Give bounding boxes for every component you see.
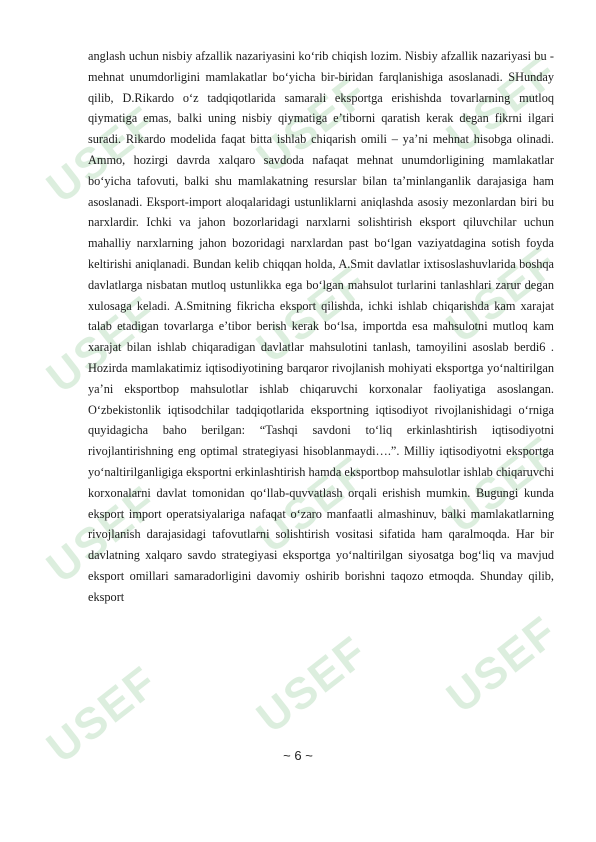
watermark: USEF <box>437 46 567 163</box>
watermark: USEF <box>437 426 567 543</box>
watermark: USEF <box>437 606 567 723</box>
page-number: ~ 6 ~ <box>283 748 313 763</box>
watermark: USEF <box>37 656 167 773</box>
watermark: USEF <box>247 446 377 563</box>
watermark: USEF <box>437 236 567 353</box>
watermark: USEF <box>37 96 167 213</box>
body-paragraph: anglash uchun nisbiy afzallik nazariyasini ko‘rib chiqish lozim. Nisbiy afzallik nazariyasi bu - mehnat unumdorligini mamlakatlar bo‘yicha bir-biridan farqlanishiga asoslanadi. SHunday qilib, D.Rikardo o‘z tadqiqotlarida samarali eksportga erishishda tovarlarning mutloq qiymatiga emas, balki uning nisbiy qiymatiga e’tiborni qaratish kerak degan fikrni ilgari suradi. Rikardo modelida faqat bitta ishlab chiqarish omili – ya’ni mehnat hisobga olinadi. Ammo, hozirgi davrda xalqaro savdoda nafaqat mehnat unumdorligining mamlakatlar bo‘yicha tafovuti, balki shu mamlakatning resurslar bilan ta’minlanganlik darajasiga ham asoslanadi. Eksport-import aloqalaridagi ustunliklarni aniqlashda asosiy mezonlardan biri bu narxlardir. Ichki va jahon bozorlaridagi narxlarni solishtirish eksport qiluvchilar uchun mahalliy narxlarning jahon bozoridagi narxlardan past bo‘lgan vaziyatdagina sotish foyda keltirishi aniqlanadi. Bundan kelib chiqqan holda, A.Smit davlatlar ixtisoslashuvlarida boshqa davlatlarga nisbatan mutloq ustunlikka ega bo‘lgan mahsulot turlarini tanlashlari zarur degan xulosaga keladi. A.Smitning fikricha eksport qilishda, ichki ishlab chiqarishda kam xarajat talab etadigan tovarlarga e’tibor berish kerak bo‘lsa, importda esa mahsulotni mutloq kam xarajat bilan ishlab chiqaradigan davlatlar mahsulotini tanlash, tamoyilini asoslab berdi6 . Hozirda mamlakatimiz iqtisodiyotining barqaror rivojlanish mohiyati eksportga yo‘naltirilgan ya’ni eksportbop mahsulotlar ishlab chiqaruvchi korxonalar faoliyatiga asoslangan. O‘zbekistonlik iqtisodchilar tadqiqotlarida eksportning iqtisodiyot rivojlanishidagi o‘rniga quyidagicha baho berilgan: “Tashqi savdoni to‘liq erkinlashtirish iqtisodiyotni rivojlantirishning eng optimal strategiyasi hisoblanmaydi….”. Milliy iqtisodiyotni eksportga yo‘naltirilganligiga eksportni erkinlashtirish hamda eksportbop mahsulotlar ishlab chiqaruvchi korxonalarni davlat tomonidan qo‘llab-quvvatlash orqali erishish mumkin. Bugungi kunda eksport import operatsiyalariga nafaqat o‘zaro manfaatli almashinuv, balki mamlakatlarning rivojlanish darajasidagi tafovutlarni solishtirish vositasi sifatida ham qaralmoqda. Har bir davlatning xalqaro savdo strategiyasi eksportga yo‘naltirilgan siyosatga bog‘liq va mavjud eksport omillari samaradorligini davomiy oshirib borishni taqozo etmoqda. Shunday qilib, eksport <box>88 49 554 604</box>
watermark: USEF <box>247 256 377 373</box>
watermark: USEF <box>37 476 167 593</box>
watermark: USEF <box>37 286 167 403</box>
watermark: USEF <box>247 626 377 743</box>
watermark: USEF <box>247 66 377 183</box>
